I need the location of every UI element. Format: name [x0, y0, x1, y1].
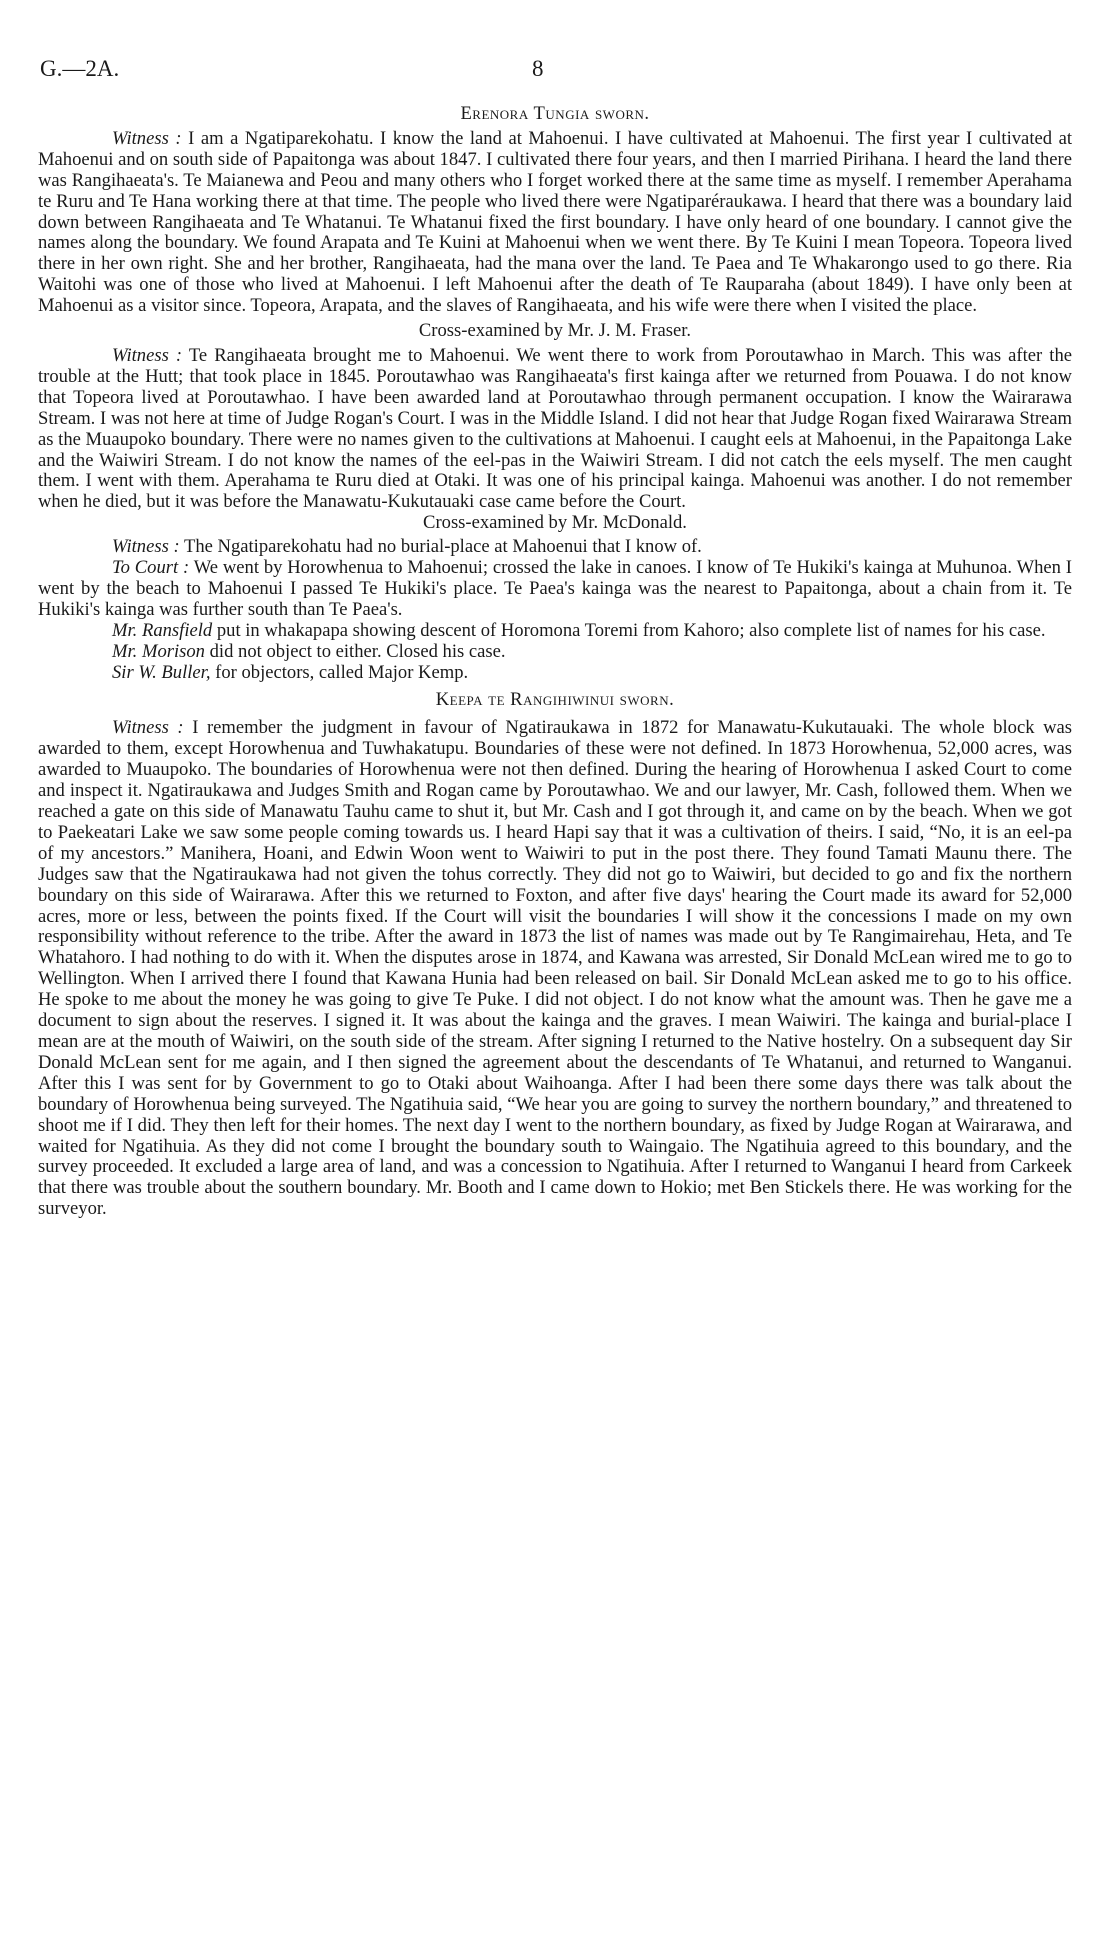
section-heading: Cross-examined by Mr. McDonald.	[423, 512, 687, 534]
paragraph	[38, 718, 1072, 1220]
document-reference: G.—2A.	[40, 56, 120, 81]
paragraph	[38, 642, 1072, 663]
paragraph-text: I am a Ngatiparekohatu. I know the land at Mahoenui. I have cultivated at Mahoenui. The first year I cultivated at Mahoenui and on south side of Papaitonga was about 1847. I cultivated there four years, and then I married Pirihana. I heard the land there was Rangihaeata's. Te Maianewa and Peou and many others who I forget worked there at the same time as myself. I remember Aperahama te Ruru and Te Hana working there at that time. The people who lived there were Ngatiparéraukawa. I heard that there was a boundary laid down between Rangihaeata and Te Whatanui. Te Whatanui fixed the first boundary. I have only heard of one boundary. I cannot give the names along the boundary. We found Arapata and Te Kuini at Mahoenui when we went there. By Te Kuini I mean Topeora. Topeora lived there in her own right. She and her brother, Rangihaeata, had the mana over the land. Te Paea and Te Whakarongo used to go there. Ria Waitohi was one of those who lived at Mahoenui. I left Mahoenui after the death of Te Rauparaha (about 1849). I have only been at Mahoenui as a visitor since. Topeora, Arapata, and the slaves of Rangihaeata, and his wife were there when I visited the place.	[38, 127, 1072, 317]
speaker-label: Witness :	[112, 717, 184, 739]
page-number: 8	[532, 56, 544, 81]
speaker-label: Mr. Ransfield	[112, 619, 213, 641]
paragraph-text: I remember the judgment in favour of Ngatiraukawa in 1872 for Manawatu-Kukutauaki. The whole block was awarded to them, except Horowhenua and Tuwhakatupu. Boundaries of these were not defined. In 1873 Horowhenua, 52,000 acres, was awarded to Muaupoko. The boundaries of Horowhenua were not then defined. During the hearing of Horowhenua I asked Court to come and inspect it. Ngatiraukawa and Judges Smith and Rogan came by Poroutawhao. We and our lawyer, Mr. Cash, followed them. When we reached a gate on this side of Manawatu Tauhu came to shut it, but Mr. Cash and I got through it, and came on by the beach. When we got to Paekeatari Lake we saw some people coming towards us. I heard Hapi say that it was a cultivation of theirs. I said, “No, it is an eel-pa of my ancestors.” Manihera, Hoani, and Edwin Woon went to Waiwiri to put in the post there. They found Tamati Maunu there. The Judges saw that the Ngatiraukawa had not given the tohus correctly. They did not go to Waiwiri, but decided to go and fix the northern boundary on this side of Wairarawa. After this we returned to Foxton, and after five days' hearing the Court made its award for 52,000 acres, more or less, between the points fixed. If the Court will visit the boundaries I will show it the concessions I made on my own responsibility without reference to the tribe. After the award in 1873 the list of names was made out by Te Rangimairehau, Heta, and Te Whatahoro. I had nothing to do with it. When the disputes arose in 1874, and Kawana was arrested, Sir Donald McLean wired me to go to Wellington. When I arrived there I found that Kawana Hunia had been released on bail. Sir Donald McLean asked me to go to his office. He spoke to me about the money he was going to give Te Puke. I did not object. I do not know what the amount was. Then he gave me a document to sign about the reserves. I signed it. It was about the kainga and the graves. I mean Waiwiri. The kainga and burial-place I mean are at the mouth of Waiwiri, on the south side of the stream. After signing I returned to the Native hostelry. On a subsequent day Sir Donald McLean sent for me again, and I then signed the agreement about the descendants of Te Whatanui, and returned to Wanganui. After this I was sent for by Government to go to Otaki about Waihoanga. After I had been there some days there was talk about the boundary of Horowhenua being surveyed. The Ngatihuia said, “We hear you are going to survey the northern boundary,” and threatened to shoot me if I did. They then left for their homes. The next day I went to the northern boundary, as fixed by Judge Rogan at Wairarawa, and waited for Ngatihuia. As they did not come I brought the boundary south to Waingaio. The Ngatihuia agreed to this boundary, and the survey proceeded. It excluded a large area of land, and was a concession to Ngatihuia. After I returned to Wanganui I heard from Carkeek that there was trouble about the southern boundary. Mr. Booth and I came down to Hokio; met Ben Stickels there. He was working for the surveyor.	[38, 717, 1073, 1220]
paragraph-text: The Ngatiparekohatu had no burial-place at Mahoenui that I know of.	[179, 536, 702, 558]
paragraph-text: did not object to either. Closed his case.	[204, 640, 506, 662]
paragraph	[38, 346, 1072, 513]
paragraph	[38, 129, 1072, 317]
speaker-label: To Court :	[112, 557, 190, 579]
speaker-label: Sir W. Buller,	[112, 661, 211, 683]
section-heading: Erenora Tungia sworn.	[460, 103, 650, 124]
speaker-label: Witness :	[112, 127, 182, 149]
paragraph-text: We went by Horowhenua to Mahoenui; crossed the lake in canoes. I know of Te Hukiki's kainga at Muhunoa. When I went by the beach to Mahoenui I passed Te Hukiki's place. Te Paea's kainga was the nearest to Papaitonga, about a chain from it. Te Hukiki's kainga was further south than Te Paea's.	[38, 557, 1072, 620]
document-body	[38, 104, 1072, 1220]
paragraph-text: Te Rangihaeata brought me to Mahoenui. We went there to work from Poroutawhao in March. This was after the trouble at the Hutt; that took place in 1845. Poroutawhao was Rangihaeata's first kainga after we returned from Pouawa. I do not know that Topeora lived at Poroutawhao. I have been awarded land at Poroutawhao through permanent occupation. I know the Wairarawa Stream. I was not here at time of Judge Rogan's Court. I was in the Middle Island. I did not hear that Judge Rogan fixed Wairarawa Stream as the Muaupoko boundary. There were no names given to the cultivations at Mahoenui. I caught eels at Mahoenui, in the Papaitonga Lake and the Waiwiri Stream. I do not know the names of the eel-pas in the Waiwiri Stream. I did not catch the eels myself. The men caught them. I went with them. Aperahama te Ruru died at Otaki. It was one of his principal kainga. Mahoenui was another. I do not remember when he died, but it was before the Manawatu-Kukutauaki case came before the Court.	[38, 344, 1073, 513]
speaker-label: Witness :	[112, 344, 183, 366]
paragraph	[38, 621, 1072, 642]
section-heading: Keepa te Rangihiwinui sworn.	[435, 689, 675, 711]
speaker-label: Witness :	[112, 536, 180, 558]
page-header	[40, 56, 1070, 86]
paragraph-text: put in whakapapa showing descent of Horomona Toremi from Kahoro; also complete list of names for his case.	[212, 619, 1046, 641]
paragraph	[38, 558, 1072, 621]
paragraph-text: for objectors, called Major Kemp.	[210, 661, 469, 683]
section-heading: Cross-examined by Mr. J. M. Fraser.	[418, 320, 692, 342]
paragraph	[38, 663, 1072, 684]
speaker-label: Mr. Morison	[112, 640, 205, 662]
paragraph	[38, 537, 1072, 558]
